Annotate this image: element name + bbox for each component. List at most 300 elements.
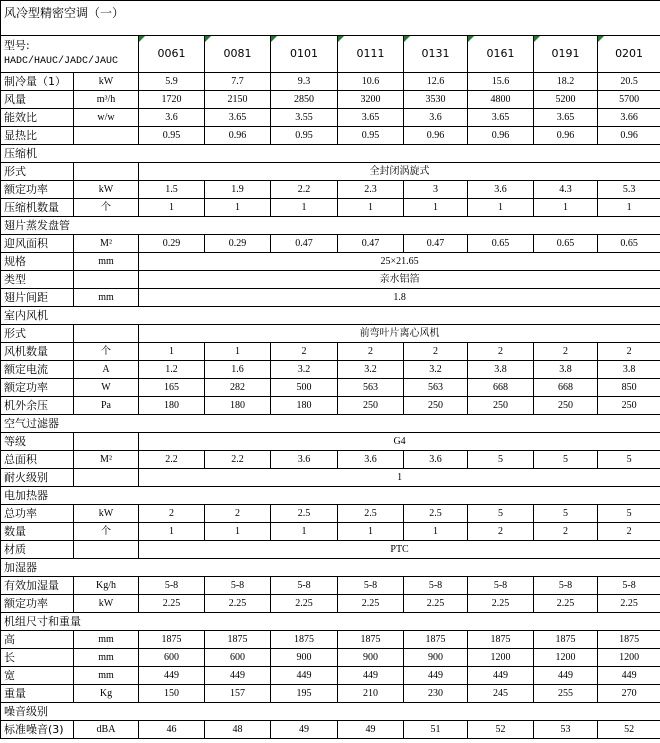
row-label: 等级 — [1, 433, 74, 451]
row-value: 1720 — [139, 91, 205, 109]
row-merged-value: 前弯叶片离心风机 — [139, 325, 660, 343]
section-heading: 电加热器 — [1, 487, 660, 505]
row-value: 250 — [404, 397, 468, 415]
table-row — [1, 595, 660, 613]
row-label: 重量 — [1, 685, 74, 703]
row-value: 48 — [205, 721, 271, 739]
row-label: 形式 — [1, 325, 74, 343]
row-value: 180 — [271, 397, 338, 415]
model-label: 型号: — [4, 39, 30, 52]
row-value: 3.2 — [404, 361, 468, 379]
row-value: 2.5 — [338, 505, 404, 523]
row-value: 1 — [139, 343, 205, 361]
row-value: 15.6 — [468, 73, 534, 91]
row-unit: 个 — [74, 199, 139, 217]
row-value: 1 — [404, 523, 468, 541]
row-value: 3.65 — [468, 109, 534, 127]
row-value: 850 — [598, 379, 660, 397]
row-value: 5-8 — [205, 577, 271, 595]
row-value: 1875 — [468, 631, 534, 649]
row-value: 900 — [404, 649, 468, 667]
row-value: 449 — [338, 667, 404, 685]
row-unit: M² — [74, 235, 139, 253]
row-value: 2.25 — [139, 595, 205, 613]
row-value: 250 — [598, 397, 660, 415]
row-value: 1 — [205, 199, 271, 217]
row-label: 显热比 — [1, 127, 74, 145]
row-unit: W — [74, 379, 139, 397]
section-row — [1, 415, 660, 433]
row-value: 0.65 — [534, 235, 598, 253]
row-merged-value: 1.8 — [139, 289, 660, 307]
row-unit: dBA — [74, 721, 139, 739]
row-value: 53 — [534, 721, 598, 739]
row-unit: w/w — [74, 109, 139, 127]
row-value: 5 — [598, 505, 660, 523]
row-value: 46 — [139, 721, 205, 739]
row-value: 1875 — [404, 631, 468, 649]
row-value: 2 — [468, 343, 534, 361]
row-value: 7.7 — [205, 73, 271, 91]
row-label: 数量 — [1, 523, 74, 541]
row-value: 2.25 — [534, 595, 598, 613]
row-value: 3.8 — [598, 361, 660, 379]
row-value: 0.95 — [271, 127, 338, 145]
row-merged-value: G4 — [139, 433, 660, 451]
row-unit — [74, 433, 139, 451]
row-value: 1 — [271, 199, 338, 217]
row-value: 1 — [338, 199, 404, 217]
row-unit: mm — [74, 289, 139, 307]
row-merged-value: PTC — [139, 541, 660, 559]
model-number: 0131 — [421, 47, 450, 60]
comment-marker-icon — [404, 36, 410, 42]
row-value: 0.29 — [205, 235, 271, 253]
row-unit: Kg — [74, 685, 139, 703]
model-cell — [534, 36, 598, 73]
table-row — [1, 721, 660, 739]
row-unit: kW — [74, 73, 139, 91]
row-value: 1 — [205, 523, 271, 541]
row-merged-value: 25×21.65 — [139, 253, 660, 271]
row-unit: mm — [74, 631, 139, 649]
row-value: 2 — [598, 343, 660, 361]
table-row — [1, 667, 660, 685]
model-number: 0191 — [551, 47, 580, 60]
row-value: 250 — [338, 397, 404, 415]
row-unit: 个 — [74, 343, 139, 361]
row-value: 3530 — [404, 91, 468, 109]
row-value: 600 — [139, 649, 205, 667]
row-label: 机外余压 — [1, 397, 74, 415]
row-value: 18.2 — [534, 73, 598, 91]
row-value: 5 — [598, 451, 660, 469]
row-value: 600 — [205, 649, 271, 667]
row-label: 耐火级别 — [1, 469, 74, 487]
model-cell — [404, 36, 468, 73]
row-value: 3.65 — [338, 109, 404, 127]
row-value: 1 — [139, 523, 205, 541]
row-unit: m³/h — [74, 91, 139, 109]
row-label: 长 — [1, 649, 74, 667]
model-header — [1, 36, 139, 73]
row-value: 500 — [271, 379, 338, 397]
row-value: 51 — [404, 721, 468, 739]
model-cell — [271, 36, 338, 73]
row-label: 能效比 — [1, 109, 74, 127]
row-value: 4800 — [468, 91, 534, 109]
row-value: 900 — [271, 649, 338, 667]
row-value: 3.8 — [468, 361, 534, 379]
row-value: 0.96 — [598, 127, 660, 145]
table-row — [1, 451, 660, 469]
row-unit — [74, 325, 139, 343]
row-unit: mm — [74, 667, 139, 685]
row-value: 2 — [598, 523, 660, 541]
row-value: 0.96 — [404, 127, 468, 145]
row-value: 5.3 — [598, 181, 660, 199]
section-row — [1, 703, 660, 721]
row-unit: A — [74, 361, 139, 379]
model-row — [1, 36, 660, 73]
row-value: 52 — [598, 721, 660, 739]
row-value: 2.5 — [404, 505, 468, 523]
row-value: 1875 — [598, 631, 660, 649]
row-label: 总面积 — [1, 451, 74, 469]
row-value: 3.8 — [534, 361, 598, 379]
section-heading: 机组尺寸和重量 — [1, 613, 660, 631]
row-value: 449 — [468, 667, 534, 685]
row-value: 2150 — [205, 91, 271, 109]
row-label: 翅片间距 — [1, 289, 74, 307]
row-unit — [74, 469, 139, 487]
row-value: 1875 — [338, 631, 404, 649]
row-value: 1875 — [271, 631, 338, 649]
section-heading: 空气过滤器 — [1, 415, 660, 433]
row-label: 额定功率 — [1, 379, 74, 397]
row-value: 2.25 — [404, 595, 468, 613]
row-label: 总功率 — [1, 505, 74, 523]
row-value: 1 — [271, 523, 338, 541]
comment-marker-icon — [338, 36, 344, 42]
row-value: 668 — [534, 379, 598, 397]
row-value: 1 — [205, 343, 271, 361]
row-value: 2 — [338, 343, 404, 361]
row-unit — [74, 127, 139, 145]
row-value: 1 — [139, 199, 205, 217]
row-value: 5-8 — [598, 577, 660, 595]
row-value: 3 — [404, 181, 468, 199]
row-value: 2 — [534, 343, 598, 361]
row-value: 0.95 — [338, 127, 404, 145]
table-row — [1, 577, 660, 595]
row-value: 2.2 — [205, 451, 271, 469]
row-value: 3.6 — [139, 109, 205, 127]
row-value: 5.9 — [139, 73, 205, 91]
row-value: 230 — [404, 685, 468, 703]
row-label: 额定功率 — [1, 595, 74, 613]
section-heading: 噪音级别 — [1, 703, 660, 721]
table-row — [1, 631, 660, 649]
table-row-merged — [1, 541, 660, 559]
row-label: 风机数量 — [1, 343, 74, 361]
row-value: 10.6 — [338, 73, 404, 91]
row-value: 2.2 — [271, 181, 338, 199]
model-number: 0081 — [223, 47, 252, 60]
row-value: 5 — [534, 505, 598, 523]
table-row — [1, 685, 660, 703]
row-value: 1.2 — [139, 361, 205, 379]
row-label: 类型 — [1, 271, 74, 289]
row-label: 额定电流 — [1, 361, 74, 379]
model-number: 0111 — [356, 47, 385, 60]
row-label: 材质 — [1, 541, 74, 559]
row-value: 1 — [598, 199, 660, 217]
table-row-merged — [1, 163, 660, 181]
comment-marker-icon — [468, 36, 474, 42]
row-value: 1.6 — [205, 361, 271, 379]
row-value: 449 — [598, 667, 660, 685]
table-row — [1, 127, 660, 145]
row-value: 5-8 — [468, 577, 534, 595]
row-value: 180 — [139, 397, 205, 415]
row-value: 3.6 — [271, 451, 338, 469]
row-unit: 个 — [74, 523, 139, 541]
row-value: 1 — [338, 523, 404, 541]
row-value: 180 — [205, 397, 271, 415]
row-value: 3200 — [338, 91, 404, 109]
row-value: 5-8 — [139, 577, 205, 595]
row-value: 250 — [534, 397, 598, 415]
row-value: 449 — [205, 667, 271, 685]
section-heading: 加湿器 — [1, 559, 660, 577]
model-cell — [338, 36, 404, 73]
section-row — [1, 559, 660, 577]
row-value: 157 — [205, 685, 271, 703]
row-value: 20.5 — [598, 73, 660, 91]
row-value: 0.95 — [139, 127, 205, 145]
table-row-merged — [1, 325, 660, 343]
table-row — [1, 361, 660, 379]
row-value: 270 — [598, 685, 660, 703]
row-value: 2.25 — [598, 595, 660, 613]
row-value: 165 — [139, 379, 205, 397]
row-value: 0.96 — [534, 127, 598, 145]
row-value: 1 — [404, 199, 468, 217]
table-row-merged — [1, 289, 660, 307]
row-label: 高 — [1, 631, 74, 649]
row-value: 49 — [271, 721, 338, 739]
row-value: 3.6 — [404, 451, 468, 469]
section-heading: 室内风机 — [1, 307, 660, 325]
table-row — [1, 379, 660, 397]
row-value: 1200 — [534, 649, 598, 667]
row-value: 49 — [338, 721, 404, 739]
model-cell — [139, 36, 205, 73]
row-value: 5 — [468, 451, 534, 469]
row-value: 4.3 — [534, 181, 598, 199]
row-value: 5-8 — [338, 577, 404, 595]
row-label: 有效加湿量 — [1, 577, 74, 595]
row-unit: Pa — [74, 397, 139, 415]
table-row — [1, 649, 660, 667]
row-unit: Kg/h — [74, 577, 139, 595]
row-unit: kW — [74, 595, 139, 613]
row-unit: M² — [74, 451, 139, 469]
row-value: 2.25 — [338, 595, 404, 613]
section-row — [1, 145, 660, 163]
model-number: 0161 — [486, 47, 515, 60]
row-unit — [74, 541, 139, 559]
section-row — [1, 613, 660, 631]
row-value: 210 — [338, 685, 404, 703]
row-value: 563 — [404, 379, 468, 397]
row-label: 宽 — [1, 667, 74, 685]
row-unit — [74, 271, 139, 289]
table-row — [1, 523, 660, 541]
row-value: 2 — [271, 343, 338, 361]
comment-marker-icon — [534, 36, 540, 42]
row-value: 0.96 — [205, 127, 271, 145]
comment-marker-icon — [205, 36, 211, 42]
row-value: 3.65 — [205, 109, 271, 127]
table-row — [1, 181, 660, 199]
model-cell — [468, 36, 534, 73]
row-value: 1 — [468, 199, 534, 217]
row-value: 195 — [271, 685, 338, 703]
table-row-merged — [1, 433, 660, 451]
row-label: 风量 — [1, 91, 74, 109]
row-value: 282 — [205, 379, 271, 397]
row-label: 额定功率 — [1, 181, 74, 199]
row-value: 2.2 — [139, 451, 205, 469]
row-value: 1.9 — [205, 181, 271, 199]
table-row — [1, 397, 660, 415]
table-row — [1, 235, 660, 253]
row-value: 3.6 — [468, 181, 534, 199]
table-row — [1, 199, 660, 217]
comment-marker-icon — [598, 36, 604, 42]
row-value: 5-8 — [534, 577, 598, 595]
row-value: 2.5 — [271, 505, 338, 523]
model-series: HADC/HAUC/JADC/JAUC — [4, 56, 119, 67]
row-value: 9.3 — [271, 73, 338, 91]
row-value: 2 — [205, 505, 271, 523]
row-label: 标准噪音(3) — [1, 721, 74, 739]
row-value: 2 — [139, 505, 205, 523]
model-number: 0101 — [290, 47, 318, 60]
row-value: 2 — [404, 343, 468, 361]
row-value: 2.25 — [205, 595, 271, 613]
row-value: 5200 — [534, 91, 598, 109]
section-row — [1, 307, 660, 325]
row-value: 1875 — [205, 631, 271, 649]
table-row — [1, 73, 660, 91]
comment-marker-icon — [271, 36, 277, 42]
row-value: 900 — [338, 649, 404, 667]
row-unit — [74, 163, 139, 181]
row-value: 2850 — [271, 91, 338, 109]
row-value: 2 — [468, 523, 534, 541]
row-value: 150 — [139, 685, 205, 703]
row-value: 1.5 — [139, 181, 205, 199]
row-value: 0.65 — [598, 235, 660, 253]
row-value: 245 — [468, 685, 534, 703]
row-value: 52 — [468, 721, 534, 739]
row-value: 255 — [534, 685, 598, 703]
row-value: 668 — [468, 379, 534, 397]
table-row — [1, 343, 660, 361]
row-value: 5700 — [598, 91, 660, 109]
row-value: 1875 — [534, 631, 598, 649]
row-value: 0.29 — [139, 235, 205, 253]
row-value: 5-8 — [404, 577, 468, 595]
section-row — [1, 217, 660, 235]
row-unit: mm — [74, 253, 139, 271]
model-cell — [205, 36, 271, 73]
row-label: 形式 — [1, 163, 74, 181]
row-label: 制冷量（1） — [1, 73, 74, 91]
row-value: 3.55 — [271, 109, 338, 127]
row-value: 2.25 — [271, 595, 338, 613]
row-unit: mm — [74, 649, 139, 667]
row-value: 0.47 — [271, 235, 338, 253]
model-number: 0201 — [615, 47, 644, 60]
row-value: 5 — [468, 505, 534, 523]
row-value: 0.47 — [338, 235, 404, 253]
row-value: 0.47 — [404, 235, 468, 253]
row-value: 1875 — [139, 631, 205, 649]
row-value: 3.65 — [534, 109, 598, 127]
row-value: 0.96 — [468, 127, 534, 145]
table-title: 风冷型精密空调（一） — [1, 1, 660, 36]
row-value: 12.6 — [404, 73, 468, 91]
row-value: 449 — [271, 667, 338, 685]
row-label: 压缩机数量 — [1, 199, 74, 217]
row-value: 3.2 — [271, 361, 338, 379]
section-row — [1, 487, 660, 505]
comment-marker-icon — [139, 36, 145, 42]
model-number: 0061 — [157, 47, 186, 60]
row-value: 563 — [338, 379, 404, 397]
row-value: 250 — [468, 397, 534, 415]
section-heading: 压缩机 — [1, 145, 660, 163]
table-row-merged — [1, 469, 660, 487]
row-value: 1 — [534, 199, 598, 217]
table-row — [1, 91, 660, 109]
model-cell — [598, 36, 660, 73]
row-value: 2.25 — [468, 595, 534, 613]
row-merged-value: 1 — [139, 469, 660, 487]
row-label: 规格 — [1, 253, 74, 271]
section-heading: 翅片蒸发盘管 — [1, 217, 660, 235]
row-merged-value: 全封闭涡旋式 — [139, 163, 660, 181]
row-unit: kW — [74, 505, 139, 523]
row-value: 1200 — [598, 649, 660, 667]
row-value: 3.6 — [338, 451, 404, 469]
row-value: 3.6 — [404, 109, 468, 127]
row-unit: kW — [74, 181, 139, 199]
table-row — [1, 109, 660, 127]
row-value: 3.66 — [598, 109, 660, 127]
table-row-merged — [1, 253, 660, 271]
row-value: 449 — [404, 667, 468, 685]
row-value: 0.65 — [468, 235, 534, 253]
row-value: 3.2 — [338, 361, 404, 379]
row-value: 2.3 — [338, 181, 404, 199]
table-row — [1, 505, 660, 523]
row-value: 1200 — [468, 649, 534, 667]
